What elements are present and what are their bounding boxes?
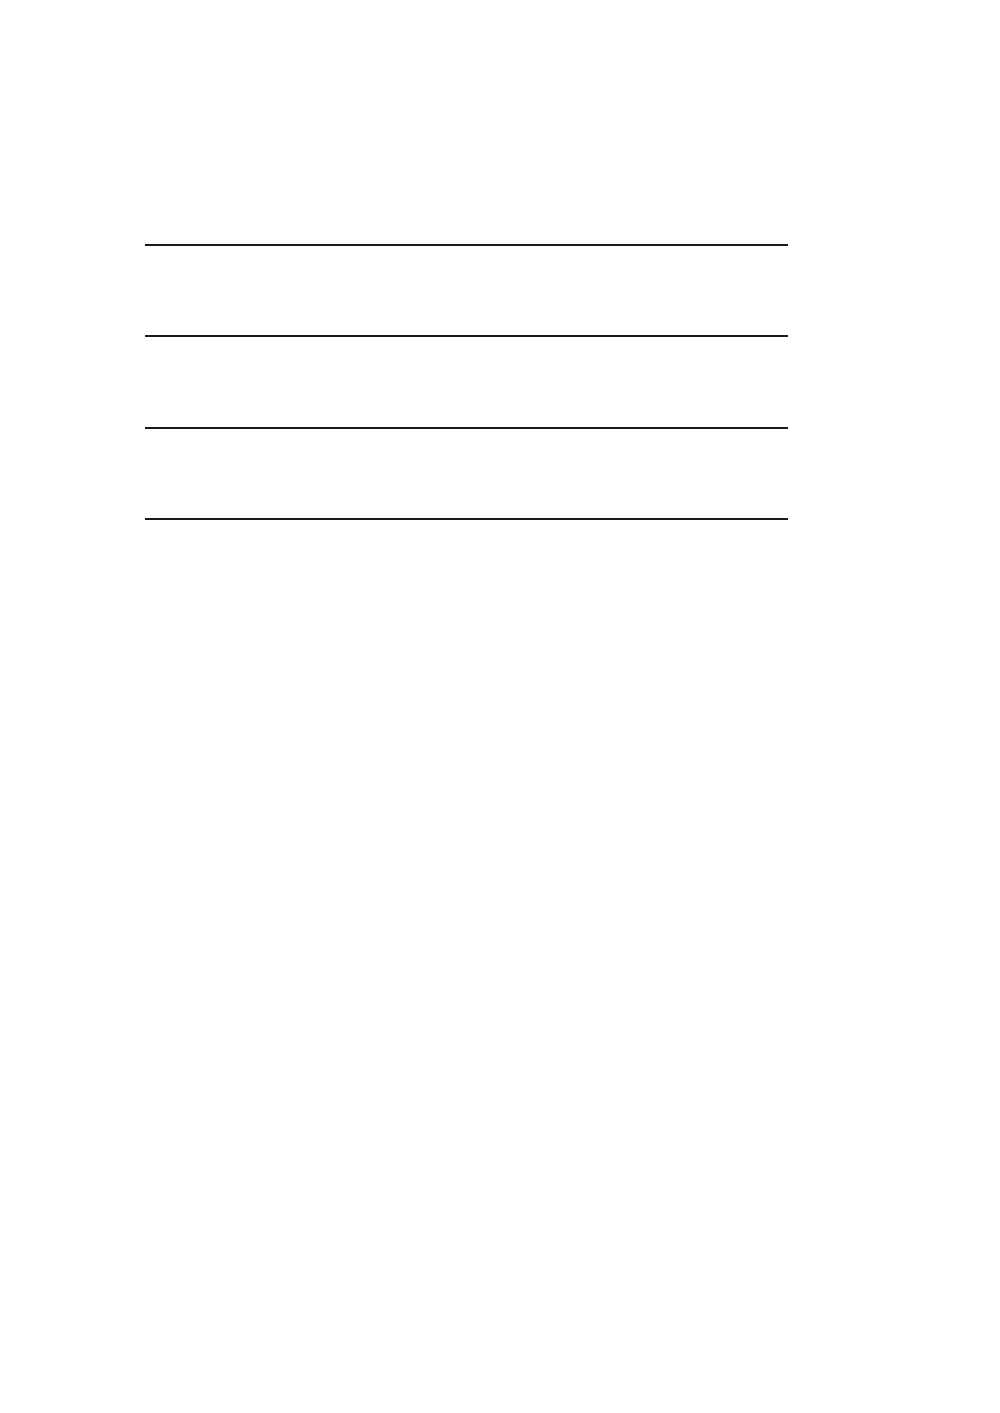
logo-tile <box>6 1396 16 1406</box>
answer-line-3[interactable] <box>145 427 788 429</box>
liveworksheets-logo <box>6 1382 32 1408</box>
logo-tile <box>6 1384 16 1394</box>
logo-tile <box>18 1384 28 1394</box>
logo-tile <box>18 1396 28 1406</box>
answer-line-1[interactable] <box>145 244 788 246</box>
logo-tiles-icon <box>6 1384 28 1406</box>
answer-line-2[interactable] <box>145 335 788 337</box>
answer-line-4[interactable] <box>145 518 788 520</box>
